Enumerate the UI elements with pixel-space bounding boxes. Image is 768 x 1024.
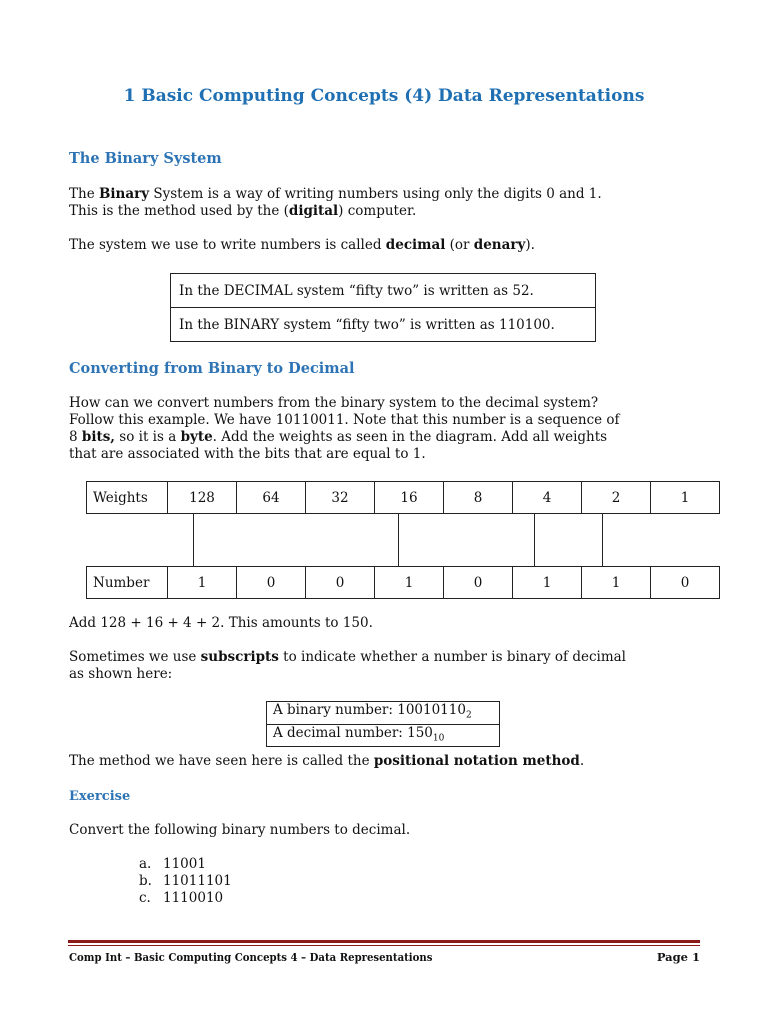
connector-line-2 [602, 513, 603, 566]
weight-cell: 8 [444, 482, 513, 514]
binary-example-row: In the BINARY system “fifty two” is written as 110100. [171, 308, 596, 342]
weight-cell: 32 [306, 482, 375, 514]
subscripts-box [266, 701, 500, 747]
bit-cell: 1 [513, 567, 582, 599]
sum-text: Add 128 + 16 + 4 + 2. This amounts to 150. [69, 615, 373, 631]
bit-cell: 0 [306, 567, 375, 599]
weight-cell: 64 [237, 482, 306, 514]
bit-cell: 1 [582, 567, 651, 599]
list-item: a. 11001 [139, 856, 206, 872]
decimal-paragraph: The system we use to write numbers is called decimal (or denary). [69, 237, 535, 253]
page-title: 1 Basic Computing Concepts (4) Data Representations [123, 86, 645, 106]
footer-text: Comp Int – Basic Computing Concepts 4 – Data Representations [69, 950, 433, 964]
bit-cell: 0 [651, 567, 720, 599]
conversion-paragraph: How can we convert numbers from the binary system to the decimal system? Follow this example. We have 10110011. Note that this number is a sequence of 8 bits, so it is a byte. Add the weights as seen in the diagram. Add all weights that are associated with the bits that are equal to 1. [69, 395, 620, 462]
connector-line-128 [193, 513, 194, 566]
list-item: c. 1110010 [139, 890, 224, 906]
weight-cell: 2 [582, 482, 651, 514]
bit-cell: 0 [444, 567, 513, 599]
binary-intro-paragraph: The Binary System is a way of writing numbers using only the digits 0 and 1. This is the method used by the (digital) computer. [69, 186, 602, 219]
section-heading-converting: Converting from Binary to Decimal [69, 360, 355, 377]
connector-line-16 [398, 513, 399, 566]
bit-cell: 1 [168, 567, 237, 599]
bit-cell: 1 [375, 567, 444, 599]
decimal-subscript-example: A decimal number: $150_{10}$ [267, 724, 500, 747]
subscripts-paragraph: Sometimes we use subscripts to indicate whether a number is binary of decimal as shown here: [69, 649, 626, 682]
weights-table [86, 481, 720, 514]
number-table [86, 566, 720, 599]
weight-cell: 4 [513, 482, 582, 514]
positional-notation-paragraph: The method we have seen here is called the positional notation method. [69, 753, 585, 769]
section-heading-binary-system: The Binary System [69, 150, 222, 167]
weights-label: Weights [87, 482, 168, 514]
exercise-heading: Exercise [69, 789, 131, 804]
weight-cell: 16 [375, 482, 444, 514]
decimal-example-row: In the DECIMAL system “fifty two” is written as 52. [171, 274, 596, 308]
weight-cell: 128 [168, 482, 237, 514]
footer-rule-thin [68, 945, 700, 946]
binary-subscript-example: A binary number: $10010110_2$ [267, 702, 500, 725]
footer-rule-thick [68, 940, 700, 943]
connector-line-4 [534, 513, 535, 566]
exercise-list [139, 856, 232, 907]
number-label: Number [87, 567, 168, 599]
weight-cell: 1 [651, 482, 720, 514]
exercise-instruction: Convert the following binary numbers to decimal. [69, 822, 411, 838]
fifty-two-box [170, 273, 596, 342]
page-number: Page 1 [656, 950, 700, 964]
list-item: b. 11011101 [139, 873, 232, 889]
bit-cell: 0 [237, 567, 306, 599]
